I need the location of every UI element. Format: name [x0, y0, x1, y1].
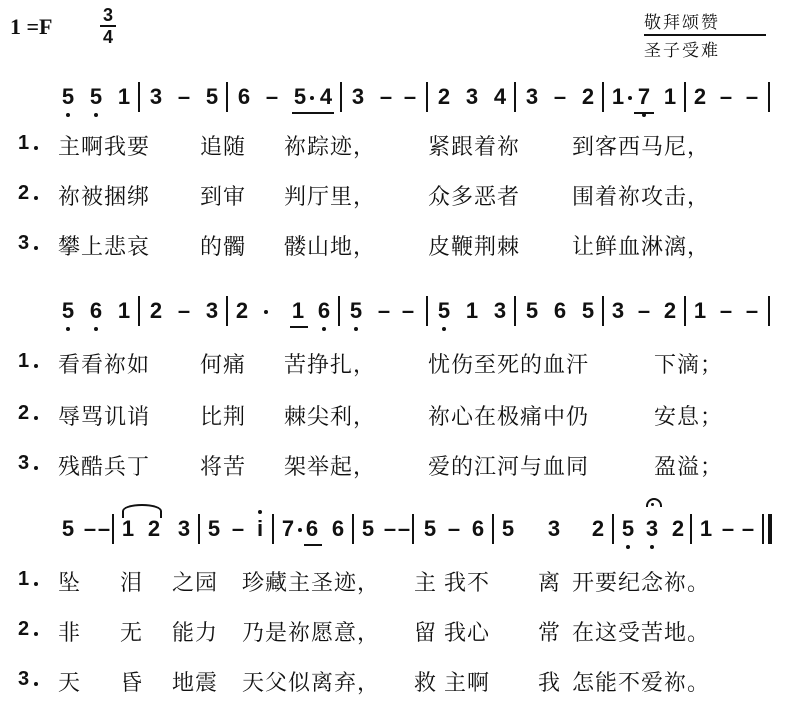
note: 5	[349, 298, 363, 323]
note-dash: –	[97, 516, 111, 541]
lyric-line-verse-3	[0, 664, 799, 700]
verse-number: 3	[18, 668, 30, 690]
note: 5	[89, 84, 103, 109]
note: 5	[581, 298, 595, 323]
note-dash: –	[403, 84, 417, 109]
lyric-segment: 盈溢；	[654, 455, 724, 480]
note: 6	[89, 298, 103, 323]
note: i	[252, 516, 268, 542]
dotted-note-dot	[298, 528, 302, 532]
lyric-segment: 在这受苦地。	[572, 621, 711, 646]
note: 5	[621, 516, 635, 541]
note-dash: –	[719, 298, 733, 323]
lyric-segment: 残酷兵丁	[58, 455, 151, 480]
note: 7	[281, 516, 295, 541]
dotted-note-dot	[264, 310, 268, 314]
note: 2	[581, 84, 595, 109]
lyric-segment: 苦挣扎，	[284, 353, 377, 378]
note: 2	[235, 298, 249, 323]
barline	[352, 514, 354, 544]
lyric-segment: 比荆	[200, 405, 247, 430]
note: 1	[611, 84, 625, 109]
final-barline-thin	[762, 514, 764, 544]
lyric-segment: 将苦	[200, 455, 247, 480]
key-signature: 1 =F	[10, 14, 53, 39]
barline	[338, 296, 340, 326]
note-dash: –	[719, 84, 733, 109]
note-dash: –	[177, 298, 191, 323]
note: 7	[637, 84, 651, 109]
lyric-line-verse-3	[0, 448, 799, 484]
note: 3	[351, 84, 365, 109]
verse-dot	[34, 632, 38, 636]
sixteenth-underline	[304, 544, 322, 546]
lyric-segment: 主啊我要	[58, 135, 151, 160]
barline	[138, 296, 140, 326]
note-dash: –	[721, 516, 735, 541]
note: 1	[699, 516, 713, 541]
lyric-segment: 忧伤至死的血汗	[428, 353, 590, 378]
note-dash: –	[447, 516, 461, 541]
verse-dot	[34, 682, 38, 686]
verse-number: 2	[18, 402, 30, 424]
barline	[426, 82, 428, 112]
note: 1	[121, 516, 135, 541]
verse-number: 3	[18, 232, 30, 254]
verse-dot	[34, 246, 38, 250]
lyric-segment: 非	[58, 621, 82, 646]
lyric-segment: 的髑	[200, 235, 247, 260]
note: 5	[61, 516, 75, 541]
note-dash: –	[553, 84, 567, 109]
barline	[138, 82, 140, 112]
barline	[684, 82, 686, 112]
note-dash: –	[383, 516, 397, 541]
staff-line-3	[0, 502, 799, 562]
note-dash: –	[377, 298, 391, 323]
time-signature-top: 3	[102, 5, 113, 25]
note: 5	[437, 298, 451, 323]
note: 2	[149, 298, 163, 323]
note: 3	[493, 298, 507, 323]
note-dash: –	[379, 84, 393, 109]
note-dash: –	[231, 516, 245, 541]
lyric-segment: 髅山地，	[284, 235, 377, 260]
time-signature	[98, 6, 118, 46]
lyric-segment: 离	[538, 571, 562, 596]
note: 5	[207, 516, 221, 541]
lyric-segment: 爱的江河与血同	[428, 455, 590, 480]
note: 2	[663, 298, 677, 323]
lyric-segment: 下滴；	[654, 353, 724, 378]
barline	[602, 296, 604, 326]
lyric-segment: 主	[414, 571, 438, 596]
verse-dot	[34, 364, 38, 368]
verse-dot	[34, 146, 38, 150]
barline	[272, 514, 274, 544]
note: 4	[319, 84, 333, 109]
note: 3	[525, 84, 539, 109]
lyric-segment: 无	[120, 621, 144, 646]
note-dash: –	[401, 298, 415, 323]
verse-number: 1	[18, 568, 30, 590]
note: 2	[671, 516, 685, 541]
note-dash: –	[83, 516, 97, 541]
lyric-segment: 天父似离弃，	[242, 671, 381, 696]
note: 6	[471, 516, 485, 541]
lyric-segment: 让鲜血淋漓，	[572, 235, 711, 260]
note-dash: –	[741, 516, 755, 541]
lyric-line-verse-3	[0, 228, 799, 264]
note: 5	[205, 84, 219, 109]
note-dash: –	[265, 84, 279, 109]
note: 4	[493, 84, 507, 109]
lyric-segment: 救	[414, 671, 438, 696]
barline	[226, 296, 228, 326]
lyric-segment: 常	[538, 621, 562, 646]
note: 3	[547, 516, 561, 541]
lyric-segment: 祢被捆绑	[58, 185, 151, 210]
note: 1	[117, 298, 131, 323]
note: 5	[61, 84, 75, 109]
verse-number: 2	[18, 182, 30, 204]
lyric-segment: 到审	[200, 185, 247, 210]
lyric-segment: 能力	[172, 621, 219, 646]
lyric-segment: 众多恶者	[428, 185, 521, 210]
lyric-segment: 坠	[58, 571, 82, 596]
lyric-segment: 我不	[444, 571, 491, 596]
note: 2	[693, 84, 707, 109]
barline	[690, 514, 692, 544]
note: 6	[237, 84, 251, 109]
note: 5	[525, 298, 539, 323]
lyric-segment: 皮鞭荆棘	[428, 235, 521, 260]
barline	[514, 82, 516, 112]
lyric-segment: 主啊	[444, 671, 491, 696]
lyric-line-verse-2	[0, 178, 799, 214]
note: 5	[501, 516, 515, 541]
lyric-segment: 天	[58, 671, 82, 696]
note: 6	[553, 298, 567, 323]
lyric-segment: 祢心在极痛中仍	[428, 405, 590, 430]
category-label-2: 圣子受难	[644, 41, 720, 61]
lyric-segment: 珍藏主圣迹，	[242, 571, 381, 596]
lyric-segment: 安息；	[654, 405, 724, 430]
note-dash: –	[745, 84, 759, 109]
note-dash: –	[637, 298, 651, 323]
barline	[198, 514, 200, 544]
note: 2	[147, 516, 161, 541]
barline	[768, 296, 770, 326]
dotted-note-dot	[310, 96, 314, 100]
barline	[684, 296, 686, 326]
lyric-segment: 攀上悲哀	[58, 235, 151, 260]
verse-number: 1	[18, 350, 30, 372]
note: 6	[305, 516, 319, 541]
fermata-icon	[646, 498, 662, 507]
lyric-segment: 判厅里，	[284, 185, 377, 210]
staff-line-2	[0, 284, 799, 344]
lyric-segment: 祢踪迹，	[284, 135, 377, 160]
note: 3	[465, 84, 479, 109]
verse-number: 2	[18, 618, 30, 640]
final-barline-thick	[768, 514, 772, 544]
lyric-line-verse-2	[0, 398, 799, 434]
note: 3	[177, 516, 191, 541]
lyric-line-verse-2	[0, 614, 799, 650]
note-dash: –	[397, 516, 411, 541]
barline	[612, 514, 614, 544]
lyric-segment: 紧跟着祢	[428, 135, 521, 160]
lyric-segment: 架举起，	[284, 455, 377, 480]
lyric-segment: 何痛	[200, 353, 247, 378]
lyric-segment: 我心	[444, 621, 491, 646]
lyric-segment: 留	[414, 621, 438, 646]
note: 6	[331, 516, 345, 541]
staff-line-1	[0, 70, 799, 130]
note: 5	[293, 84, 307, 109]
category-label-1: 敬拜颂赞	[644, 13, 720, 33]
lyric-segment: 昏	[120, 671, 144, 696]
note: 3	[611, 298, 625, 323]
verse-number: 3	[18, 452, 30, 474]
note: 1	[663, 84, 677, 109]
lyric-line-verse-1	[0, 128, 799, 164]
sixteenth-underline	[634, 112, 654, 114]
eighth-underline	[290, 326, 308, 328]
eighth-underline	[292, 112, 334, 114]
lyric-segment: 地震	[172, 671, 219, 696]
lyric-line-verse-1	[0, 346, 799, 382]
note: 5	[423, 516, 437, 541]
lyric-segment: 我	[538, 671, 562, 696]
note: 5	[61, 298, 75, 323]
barline	[412, 514, 414, 544]
note: 3	[205, 298, 219, 323]
time-signature-bottom: 4	[102, 27, 113, 47]
barline	[112, 514, 114, 544]
lyric-segment: 看看祢如	[58, 353, 151, 378]
note: 1	[693, 298, 707, 323]
barline	[768, 82, 770, 112]
verse-dot	[34, 466, 38, 470]
lyric-line-verse-1	[0, 564, 799, 600]
note: 2	[437, 84, 451, 109]
dotted-note-dot	[628, 96, 632, 100]
barline	[514, 296, 516, 326]
note-dash: –	[745, 298, 759, 323]
note: 3	[149, 84, 163, 109]
lyric-segment: 到客西马尼，	[572, 135, 711, 160]
lyric-segment: 棘尖利，	[284, 405, 377, 430]
note: 3	[645, 516, 659, 541]
note: 1	[465, 298, 479, 323]
lyric-segment: 辱骂讥诮	[58, 405, 151, 430]
verse-dot	[34, 196, 38, 200]
lyric-segment: 开要纪念祢。	[572, 571, 711, 596]
note: 1	[117, 84, 131, 109]
lyric-segment: 泪	[120, 571, 144, 596]
note: 1	[291, 298, 305, 323]
lyric-segment: 乃是祢愿意，	[242, 621, 381, 646]
lyric-segment: 怎能不爱祢。	[572, 671, 711, 696]
lyric-segment: 之园	[172, 571, 219, 596]
barline	[492, 514, 494, 544]
note: 2	[591, 516, 605, 541]
barline	[340, 82, 342, 112]
verse-dot	[34, 416, 38, 420]
barline	[426, 296, 428, 326]
note-dash: –	[177, 84, 191, 109]
lyric-segment: 围着祢攻击，	[572, 185, 711, 210]
verse-dot	[34, 582, 38, 586]
barline	[226, 82, 228, 112]
note: 6	[317, 298, 331, 323]
verse-number: 1	[18, 132, 30, 154]
barline	[602, 82, 604, 112]
note: 5	[361, 516, 375, 541]
lyric-segment: 追随	[200, 135, 247, 160]
